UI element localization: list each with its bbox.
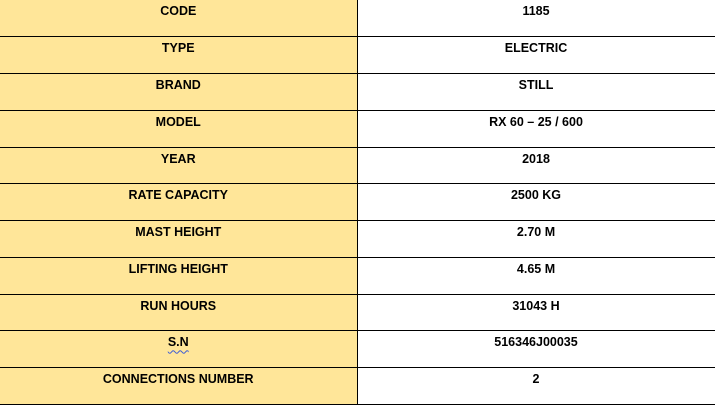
table-row xyxy=(0,294,715,331)
label-cell-type: TYPE xyxy=(0,37,357,74)
value-cell-lifting-height: 4.65 M xyxy=(357,257,715,294)
value-cell-mast-height: 2.70 M xyxy=(357,221,715,258)
label-cell-model: MODEL xyxy=(0,110,357,147)
value-cell-serial-number: 516346J00035 xyxy=(357,331,715,368)
table-row xyxy=(0,0,715,37)
table-row xyxy=(0,331,715,368)
label-cell-rate-capacity: RATE CAPACITY xyxy=(0,184,357,221)
label-cell-brand: BRAND xyxy=(0,74,357,111)
label-cell-serial-number xyxy=(0,331,357,368)
value-cell-type: ELECTRIC xyxy=(357,37,715,74)
serial-number-label: S.N xyxy=(167,335,189,350)
value-cell-brand: STILL xyxy=(357,74,715,111)
value-cell-year: 2018 xyxy=(357,147,715,184)
table-row xyxy=(0,368,715,405)
table-row xyxy=(0,110,715,147)
table-row xyxy=(0,147,715,184)
value-cell-connections-number: 2 xyxy=(357,368,715,405)
value-cell-model: RX 60 – 25 / 600 xyxy=(357,110,715,147)
value-cell-rate-capacity: 2500 KG xyxy=(357,184,715,221)
table-row xyxy=(0,184,715,221)
label-cell-year: YEAR xyxy=(0,147,357,184)
label-cell-code: CODE xyxy=(0,0,357,37)
table-row xyxy=(0,257,715,294)
table-row xyxy=(0,37,715,74)
table-row xyxy=(0,221,715,258)
label-cell-mast-height: MAST HEIGHT xyxy=(0,221,357,258)
label-cell-connections-number: CONNECTIONS NUMBER xyxy=(0,368,357,405)
value-cell-code: 1185 xyxy=(357,0,715,37)
label-cell-run-hours: RUN HOURS xyxy=(0,294,357,331)
label-cell-lifting-height: LIFTING HEIGHT xyxy=(0,257,357,294)
table-row xyxy=(0,74,715,111)
value-cell-run-hours: 31043 H xyxy=(357,294,715,331)
